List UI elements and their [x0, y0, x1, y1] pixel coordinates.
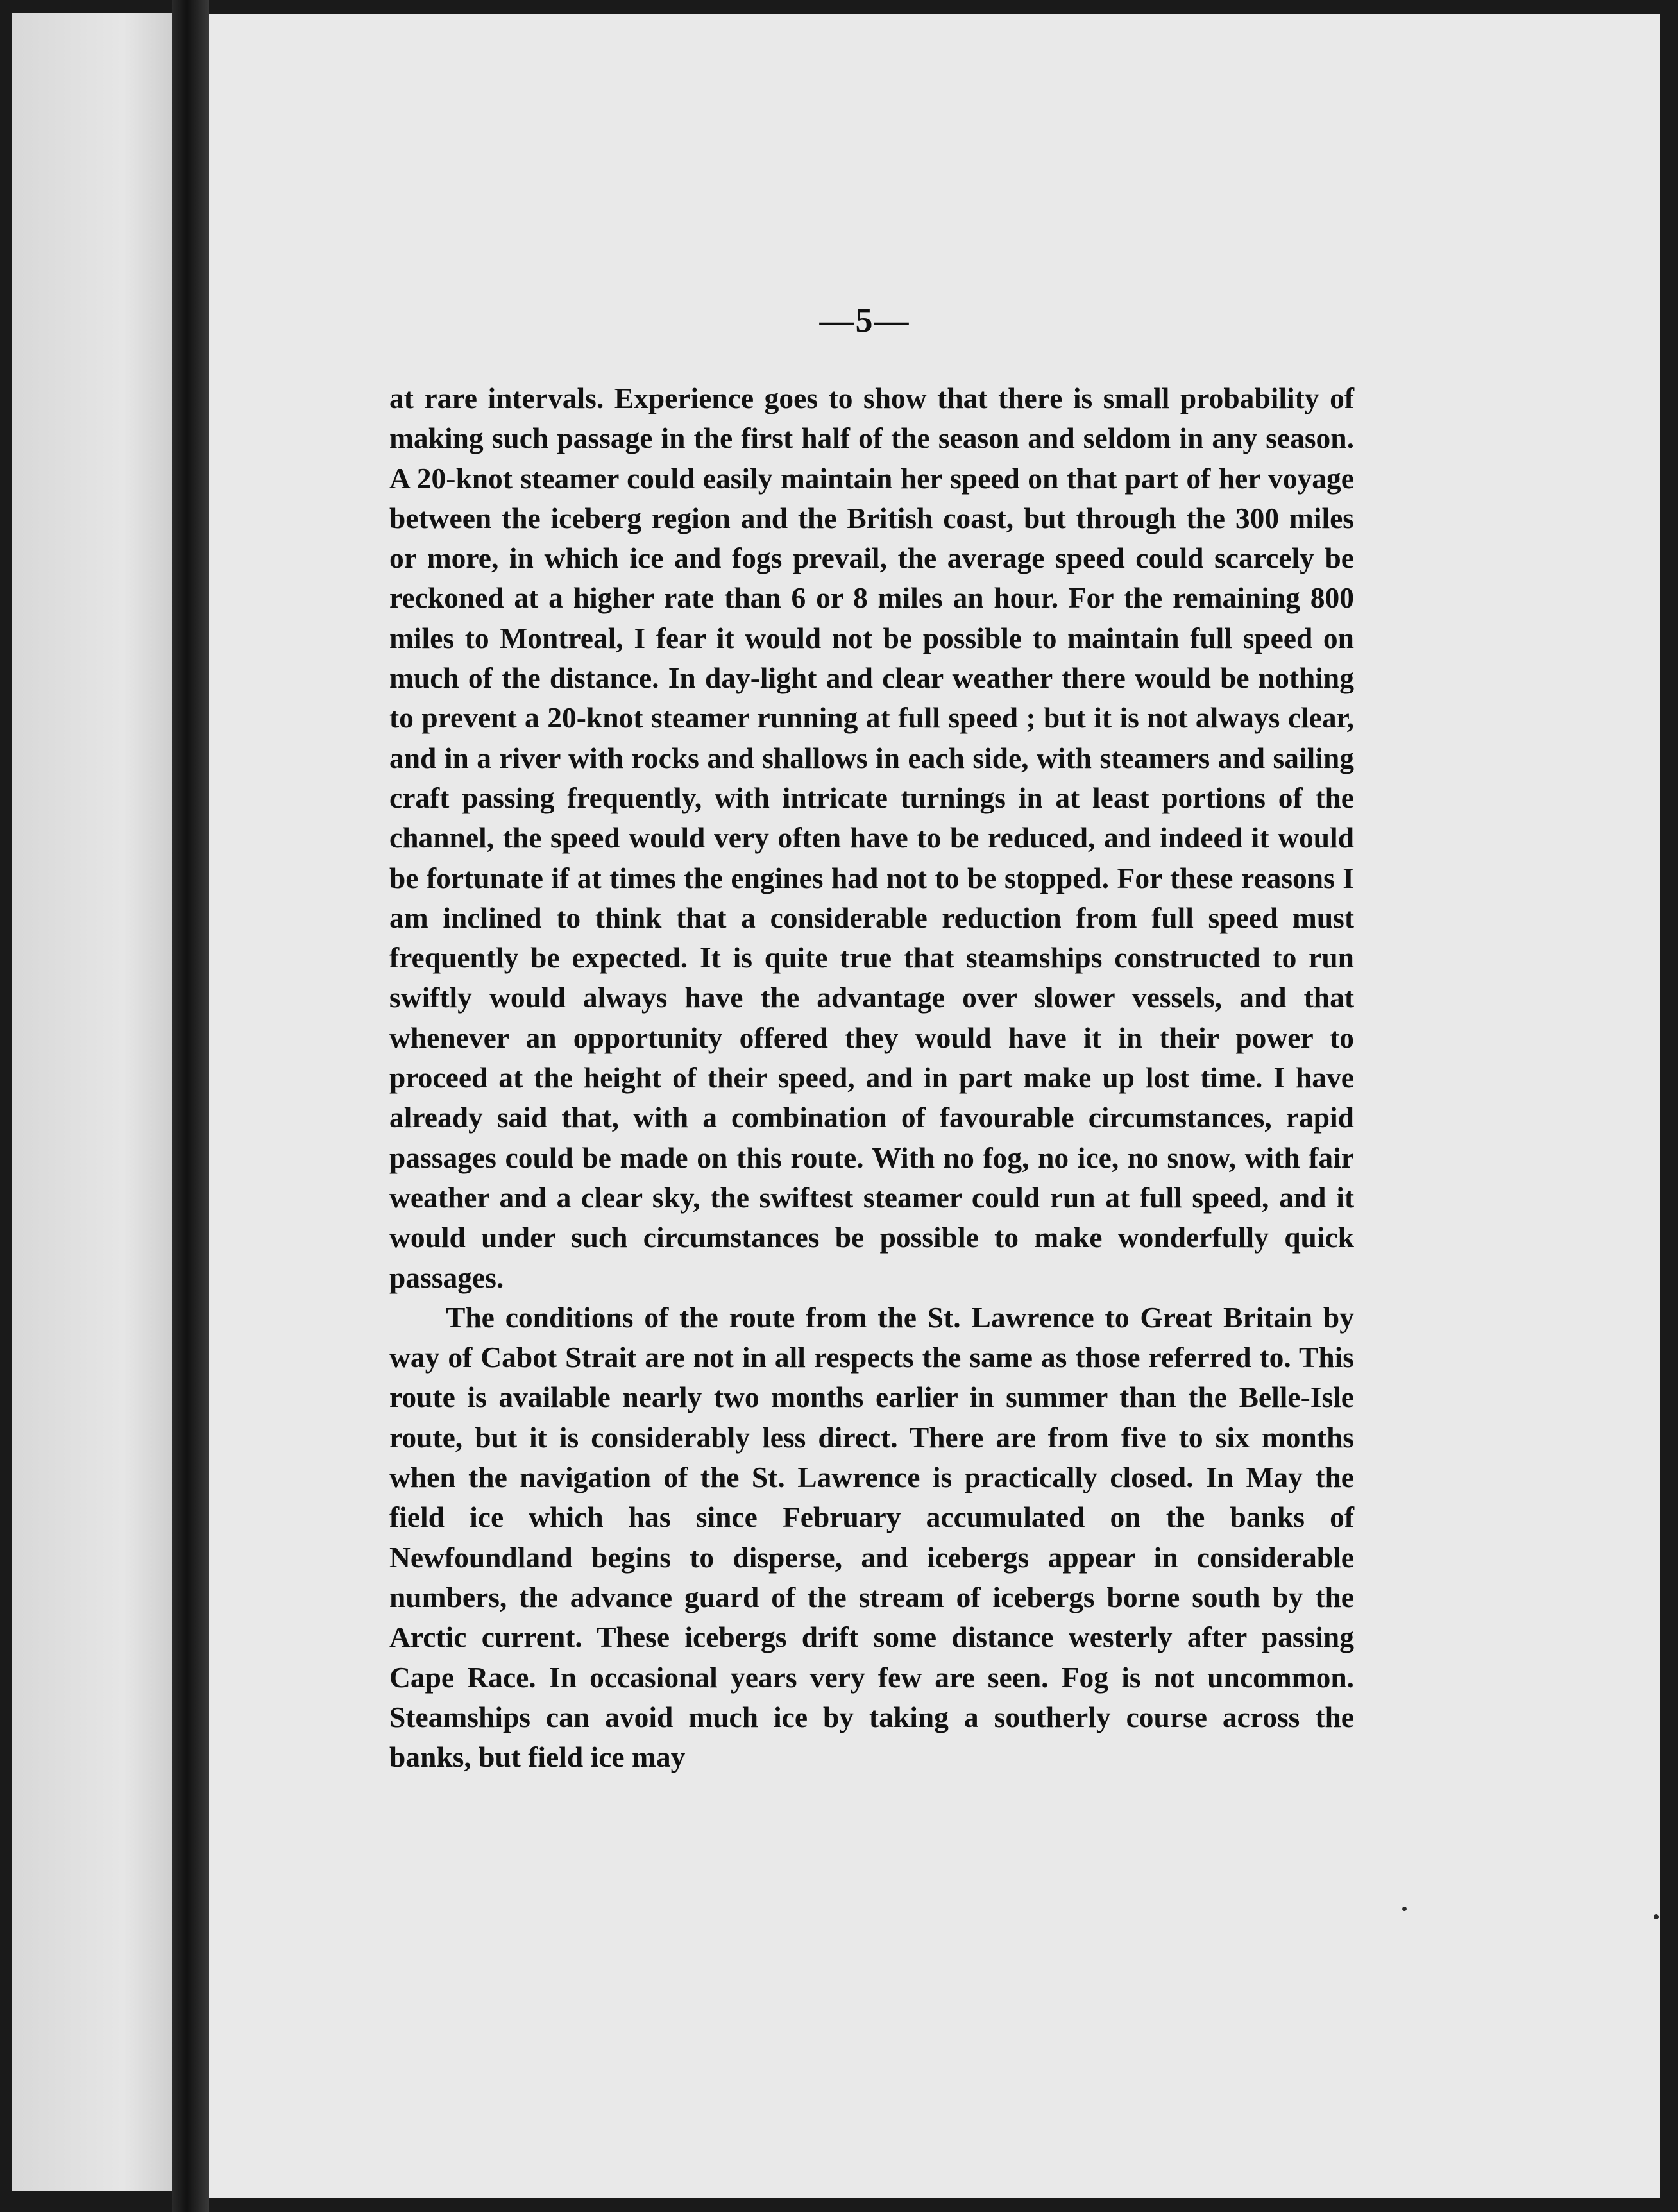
paragraph-2: The conditions of the route from the St. Lawrence to Great Britain by way of Cabot Strait are not in all respects the same as those referred to. This route is available nearly two months earlier in summer than the Belle-Isle route, but it is considerably less direct. There are from five to six months when the navigation of the St. Lawrence is practically closed. In May the field ice which has since February accumulated on the banks of Newfoundland begins to disperse, and icebergs appear in considerable numbers, the advance guard of the stream of icebergs borne south by the Arctic current. These icebergs drift some distance westerly after passing Cape Race. In occasional years very few are seen. Fog is not uncommon. Steamships can avoid much ice by taking a southerly course across the banks, but field ice may: [389, 1300, 1354, 1774]
scan-speck: [1654, 1914, 1659, 1919]
body-text: [389, 379, 1354, 1777]
page-number: —5—: [819, 301, 910, 339]
paragraph-1: at rare intervals. Experience goes to show that there is small probability of making such passage in the first half of the season and seldom in any season. A 20-knot steamer could easily maintain her speed on that part of her voyage between the iceberg region and the British coast, but through the 300 miles or more, in which ice and fogs prevail, the average speed could scarcely be reckoned at a higher rate than 6 or 8 miles an hour. For the remaining 800 miles to Montreal, I fear it would not be possible to maintain full speed on much of the distance. In day-light and clear weather there would be nothing to prevent a 20-knot steamer running at full speed ; but it is not always clear, and in a river with rocks and shallows in each side, with steamers and sailing craft passing frequently, with intricate turnings in at least portions of the channel, the speed would very often have to be reduced, and indeed it would be fortunate if at times the engines had not to be stopped. For these reasons I am inclined to think that a considerable reduction from full speed must frequently be expected. It is quite true that steamships constructed to run swiftly would always have the advantage over slower vessels, and that whenever an opportunity offered they would have it in their power to proceed at the height of their speed, and in part make up lost time. I have already said that, with a combination of favourable circumstances, rapid passages could be made on this route. With no fog, no ice, no snow, with fair weather and a clear sky, the swiftest steamer could run at full speed, and it would under such circumstances be possible to make wonderfully quick passages.: [389, 382, 1354, 1294]
scan-speck: [1402, 1907, 1407, 1911]
